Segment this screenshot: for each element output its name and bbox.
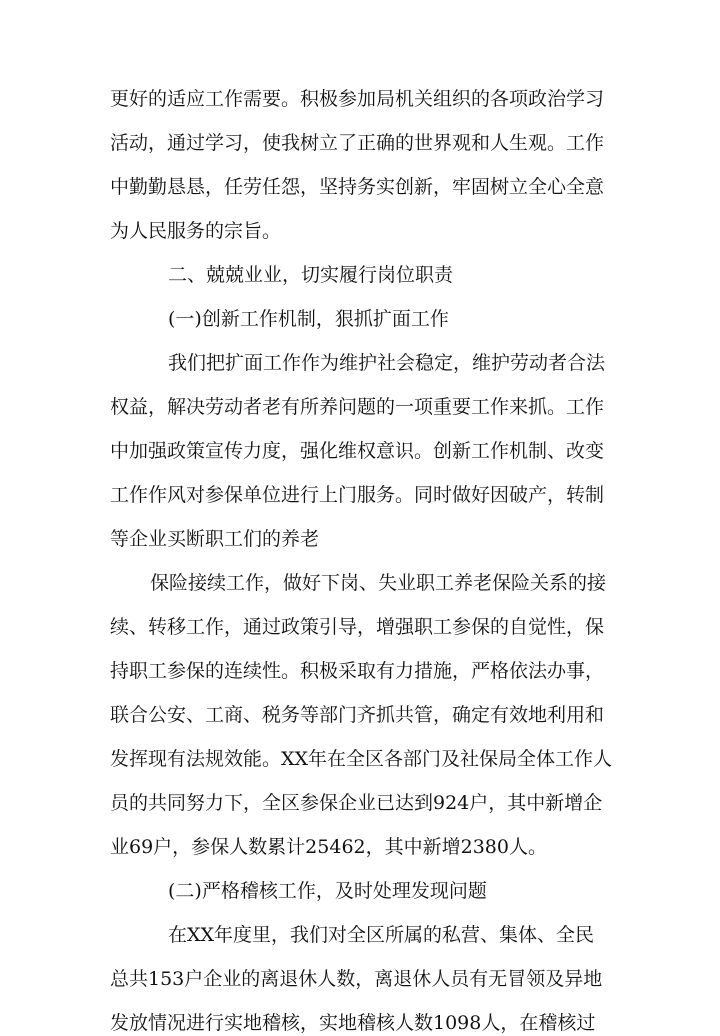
document-page: 更好的适应工作需要。积极参加局机关组织的各项政治学习 活动，通过学习，使我树立了正确的世界观和人生观。工作 中勤勤恳恳，任劳任怨，坚持务实创新，牢固树立全心全意 为人民服务的宗旨。 二、兢兢业业，切实履行岗位职责 (一)创新工作机制，狠抓扩面工作 我们把扩面工作作为维护社会稳定，维护劳动者合法 权益，解决劳动者老有所养问题的一项重要工作来抓。工作 中加强政策宣传力度，强化维权意识。创新工作机制、改变 工作作风对参保单位进行上门服务。同时做好因破产，转制 等企业买断职工们的养老 保险接续工作，做好下岗、失业职工养老保险关系的接 续、转移工作，通过政策引导，增强职工参保的自觉性，保 持职工参保的连续性。积极采取有力措施，严格依法办事， 联合公安、工商、税务等部门齐抓共管，确定有效地利用和 发挥现有法规效能。XX年在全区各部门及社保局全体工作人 员的共同努力下，全区参保企业已达到924户，其中新增企 业69户，参保人数累计25462，其中新增2380人。 (二)严格稽核工作，及时处理发现问题 在XX年度里，我们对全区所属的私营、集体、全民 总共153户企业的离退休人数，离退休人员有无冒领及异地 发放情况进行实地稽核，实地稽核人数1098人，在稽核过 <box>110 88 613 1034</box>
